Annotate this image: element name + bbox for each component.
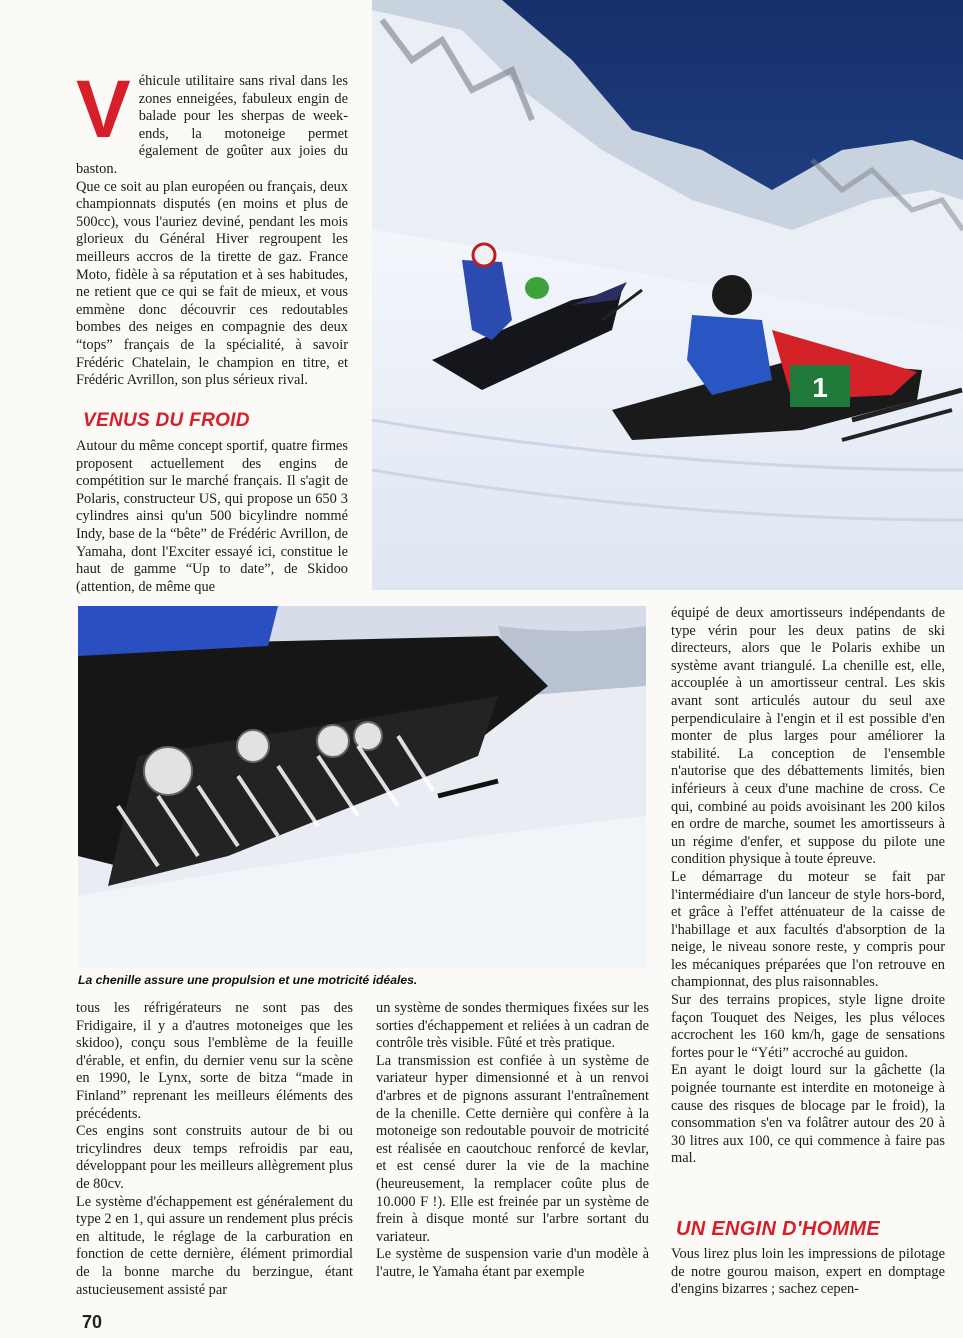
right-paragraph-2: Le démarrage du moteur se fait par l'intermédiaire d'un lanceur de style hors-bord, et grâce à l'effet atténuateur de la caisse de l'habillage et aux facultés d'absorption de la neige, le niveau sonore reste, y compris pour les mécaniques préparées que l'on retrouve en championnat, des plus raisonnables. — [671, 868, 945, 991]
bottom-middle-paragraph-2: La transmission est confiée à un système de variateur hyper dimensionné et à un renvoi d'arbres et de pignons assurant l'entraînement de la chenille. Cette dernière qui confère à la motoneige son redoutable pouvoir de motricité est réalisée en caoutchouc renforcé de kevlar, et est censé durer la vie de la machine (heureusement, la remplacer coûte plus de 10.000 F !). Elle est freinée par un système de frein à disque monté sur l'arbre sortant du variateur. — [376, 1052, 649, 1245]
bottom-left-column — [76, 1000, 353, 1299]
bottom-left-paragraph-1: tous les réfrigérateurs ne sont pas des Fridigaire, il y a d'autres motoneiges que les skidoo), conçu sous l'emblème de la feuille d'érable, et enfin, du dernier venu sur la scène en 1990, le Lynx, sorte de bitza “made in Finland” reprenant les meilleurs éléments des précédents. — [76, 1000, 353, 1122]
top-photo-snowmobile-race — [372, 0, 963, 590]
section1-paragraph: Autour du même concept sportif, quatre firmes proposent actuellement des engins de compétition sur le marché français. Il s'agit de Polaris, constructeur US, qui propose un 650 3 cylindres ainsi qu'un 500 bicylindre nommé Indy, base de la “bête” de Frédéric Avrillon, de Yamaha, dont l'Exciter essayé ici, constitue le haut de gamme “Up to date”, de Skidoo (attention, de même que — [76, 438, 348, 595]
intro-paragraph-2: Que ce soit au plan européen ou français, deux championnats disputés (en moins et plus de 500cc), vous l'auriez deviné, pendant les mois glorieux du Général Hiver regroupent les meilleurs accros de la tirette de gaz. France Moto, fidèle à sa réputation et à ses habitudes, ne retient que ce qui se fait de mieux, et vous emmène donc découvrir ces redoutables bombes des neiges en compagnie des deux “tops” français de la spécialité, à savoir Frédéric Chatelain, le champion en titre, et Frédéric Avrillon, son plus sérieux rival. — [76, 178, 348, 389]
section-heading-un-engin-d-homme: UN ENGIN D'HOMME — [676, 1218, 880, 1240]
bottom-middle-column — [376, 1000, 649, 1282]
bottom-left-paragraph-3: Le système d'échappement est généralement du type 2 en 1, qui assure un rendement plus précis en altitude, le réglage de la carburation en fonction de cette dernière, élément primordial de la bonne marche du berzingue, étant astucieusement assisté par — [76, 1193, 353, 1298]
right-column — [671, 605, 945, 1168]
drop-cap: V — [76, 64, 131, 155]
right-column-final — [671, 1246, 945, 1299]
page-number: 70 — [82, 1312, 103, 1332]
right-paragraph-5: Vous lirez plus loin les impressions de pilotage de notre gourou maison, expert en domptage d'engins bizarres ; sachez cepen- — [671, 1246, 945, 1298]
bottom-left-paragraph-2: Ces engins sont construits autour de bi ou tricylindres deux temps refroidis par eau, développant pour les meilleurs allègrement plus de 80cv. — [76, 1123, 353, 1192]
bottom-middle-paragraph-3: Le système de suspension varie d'un modèle à l'autre, le Yamaha étant par exemple — [376, 1246, 649, 1280]
track-photo — [78, 606, 646, 968]
intro-lead-text: éhicule utilitaire sans rival dans les zones enneigées, fabuleux engin de balade pour les sherpas de week-ends, la motoneige permet également de goûter aux joies du baston. — [76, 73, 348, 177]
bottom-middle-paragraph-1: un système de sondes thermiques fixées sur les sorties d'échappement et reliées à un cadran de contrôle très visible. Fûté et très pratique. — [376, 1000, 649, 1052]
section1-column — [76, 438, 348, 596]
snowmobile-race-illustration — [372, 0, 963, 590]
intro-paragraph — [76, 64, 348, 179]
right-paragraph-4: En ayant le doigt lourd sur la gâchette (la poignée tournante est interdite en motoneige à cause des risques de blocage par le froid), la consommation s'en va folâtrer autour des 20 à 30 litres aux 100, ce qui commence à faire pas mal. — [671, 1062, 945, 1167]
photo-caption: La chenille assure une propulsion et une motricité idéales. — [78, 973, 418, 987]
right-paragraph-3: Sur des terrains propices, style ligne droite façon Touquet des Neiges, les plus véloces accrochent les 160 km/h, gage de sensations fortes pour le “Yéti” accroché au guidon. — [671, 992, 945, 1061]
intro-column — [76, 64, 348, 390]
race-number: 1 — [812, 372, 828, 403]
snowmobile-track-illustration — [78, 606, 646, 968]
right-paragraph-1: équipé de deux amortisseurs indépendants de type vérin pour les deux patins de ski directeurs, alors que le Polaris exhibe un système avant triangulé. La chenille est, elle, accouplée à un amortisseur central. Les skis avant sont articulés autour du seul axe perpendiculaire à l'engin et il est possible d'en monter de plus larges pour améliorer la stabilité. La conception de l'ensemble n'autorise que des débattements limités, bien inférieurs à ceux d'une machine de cross. Ce qui, combiné au poids avoisinant les 200 kilos en ordre de marche, soumet les amortisseurs à un régime d'enfer, et suppose du pilote une condition physique à toute épreuve. — [671, 605, 945, 868]
section-heading-venus-du-froid: VENUS DU FROID — [83, 410, 250, 431]
